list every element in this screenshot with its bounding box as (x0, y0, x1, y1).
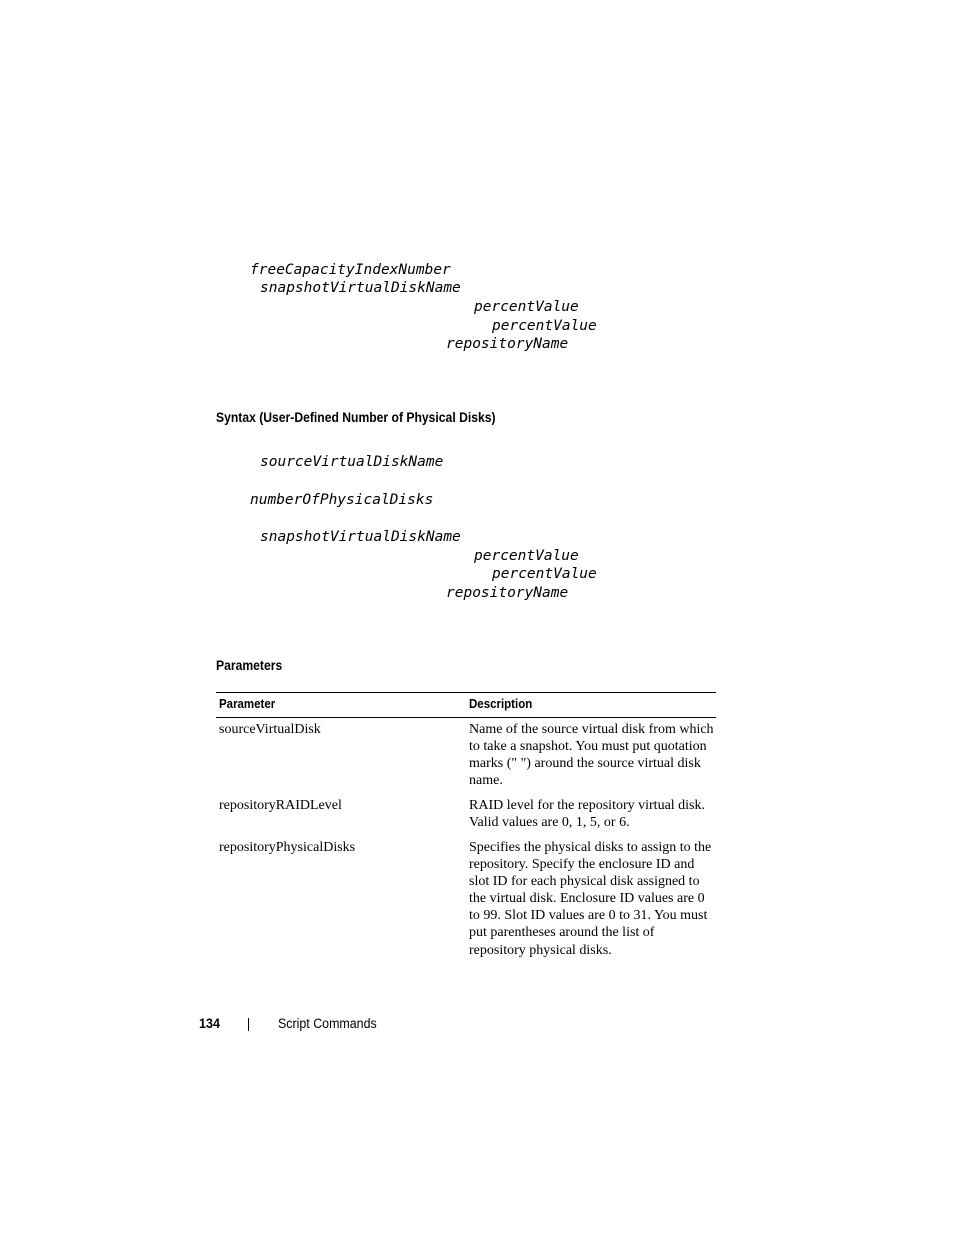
parameter-name: sourceVirtualDisk (219, 722, 321, 737)
section-heading-user-defined: Syntax (User-Defined Number of Physical Disks) (216, 410, 496, 425)
parameters-table (216, 692, 716, 967)
syntax-param-percent-value: percentValue (492, 566, 597, 582)
syntax-param-repository-name: repositoryName (446, 585, 569, 601)
parameter-name: repositoryRAIDLevel (219, 798, 342, 813)
syntax-param-free-capacity-index: freeCapacityIndexNumber (250, 262, 451, 278)
table-header (216, 692, 716, 718)
footer-section-title: Script Commands (278, 1016, 377, 1031)
syntax-param-snapshot-name: snapshotVirtualDiskName (260, 529, 461, 545)
syntax-param-snapshot-name: snapshotVirtualDiskName (260, 280, 461, 296)
syntax-param-number-of-disks: numberOfPhysicalDisks (250, 492, 434, 508)
syntax-param-percent-value: percentValue (474, 299, 579, 315)
footer-divider (248, 1018, 249, 1031)
syntax-param-percent-value: percentValue (474, 548, 579, 564)
parameter-description: RAID level for the repository virtual disk. Valid values are 0, 1, 5, or 6. (469, 798, 706, 831)
syntax-param-source-virtual-disk: sourceVirtualDiskName (260, 454, 444, 470)
column-header-description: Description (469, 697, 533, 711)
column-header-parameter: Parameter (219, 697, 276, 711)
parameter-name: repositoryPhysicalDisks (219, 840, 356, 855)
parameter-description: Name of the source virtual disk from which to take a snapshot. You must put quotation marks (" ") around the source virtual disk name. (469, 722, 714, 789)
page-number: 134 (199, 1015, 221, 1031)
syntax-param-repository-name: repositoryName (446, 336, 569, 352)
table-row (216, 795, 716, 837)
table-row (216, 837, 716, 967)
syntax-param-percent-value: percentValue (492, 318, 597, 334)
table-row (216, 719, 716, 795)
parameter-description: Specifies the physical disks to assign to the repository. Specify the enclosure ID and slot ID for each physical disk assigned to the virtual disk. Enclosure ID values are 0 to 99. Slot ID values are 0 to 31. You must put parentheses around the list of repository physical disks. (469, 840, 712, 958)
section-heading-parameters: Parameters (216, 658, 283, 673)
